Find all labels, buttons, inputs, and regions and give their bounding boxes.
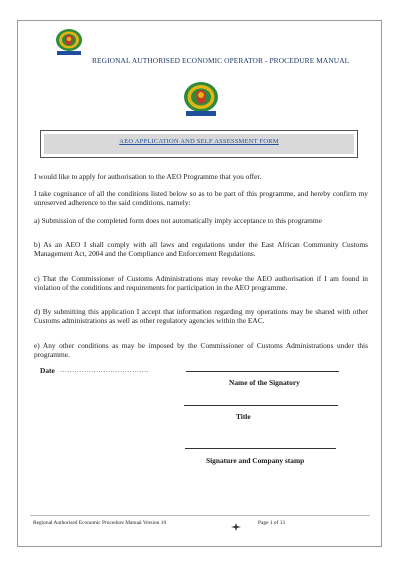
condition-d: d) By submitting this application I accept that information regarding my operations may be shared with other Customs administrations as well as other regulatory agencies within the EAC. [34,307,368,326]
eac-emblem-icon [50,27,88,57]
condition-c: c) That the Commissioner of Customs Administrations may revoke the AEO authorisation if I am found in violation of the conditions and requirements for participation in the AEO programme. [34,274,368,293]
form-title-box [40,130,358,158]
signature-label: Signature and Company stamp [206,456,305,465]
form-title: AEO APPLICATION AND SELF ASSESSMENT FORM [119,138,279,145]
title-label: Title [236,412,251,421]
footer-divider [30,515,370,516]
signatory-name-label: Name of the Signatory [229,378,300,387]
intro-paragraph: I would like to apply for authorisation to the AEO Programme that you offer. [34,172,262,181]
eac-emblem-icon [174,80,228,118]
footer-manual-version: Regional Authorised Economic Procedure Manual Version 10 [33,520,167,526]
condition-a: a) Submission of the completed form does not automatically imply acceptance to this programme [34,216,322,225]
star-mark-icon [231,518,241,536]
manual-title: REGIONAL AUTHORISED ECONOMIC OPERATOR - PROCEDURE MANUAL [92,56,350,65]
condition-b: b) As an AEO I shall comply with all laws and regulations under the East African Community Customs Management Act, 2004 and the Compliance and Enforcement Regulations. [34,240,368,259]
signatory-name-line[interactable] [186,371,339,372]
date-field[interactable]: ………………………………. [60,366,149,374]
signature-line[interactable] [185,448,336,449]
cognisance-paragraph: I take cognisance of all the conditions listed below so as to be part of this programme, and hereby confirm my unreserved adherence to the said conditions, namely: [34,189,368,208]
date-label: Date [40,366,55,375]
condition-e: e) Any other conditions as may be imposed by the Commissioner of Customs Administrations under this programme. [34,341,368,360]
title-line[interactable] [184,405,338,406]
footer-page-number: Page 1 of 13 [258,520,286,526]
